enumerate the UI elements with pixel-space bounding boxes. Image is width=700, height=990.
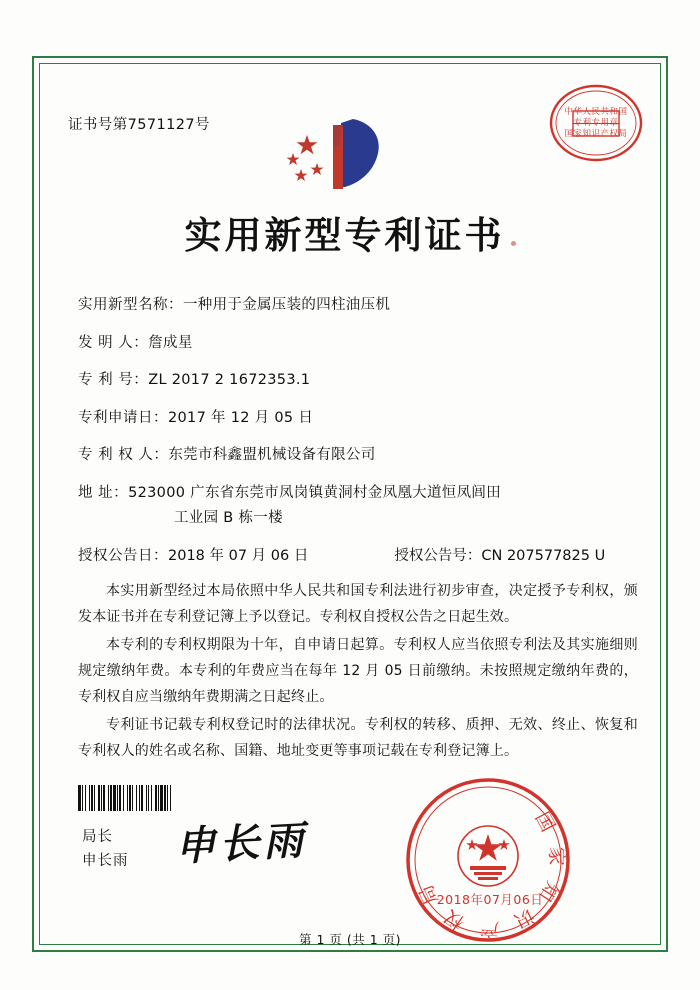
field-row-patent-number	[78, 370, 638, 390]
official-round-seal-icon	[404, 776, 572, 944]
grant-date-label: 授权公告日：	[78, 547, 168, 564]
page-footer: 第 1 页 (共 1 页)	[298, 932, 402, 947]
svg-text:国家知识产权局: 国家知识产权局	[409, 808, 568, 941]
barcode	[78, 785, 268, 811]
stamp-duty-seal-icon	[548, 83, 644, 163]
address-line-2: 工业园 B 栋一楼	[174, 510, 283, 526]
field-label: 专 利 号：	[78, 372, 149, 388]
field-row-application-date	[78, 408, 638, 428]
field-label: 实用新型名称：	[78, 297, 183, 313]
director-title-label: 局长	[82, 829, 113, 845]
legal-text	[78, 578, 638, 766]
field-label: 专利申请日：	[78, 409, 168, 426]
seal-date: 2018年07月06日	[436, 892, 544, 907]
signature-labels	[82, 825, 129, 873]
grant-no-value: CN 207577825 U	[481, 547, 606, 564]
field-value: 2017 年 12 月 05 日	[168, 409, 314, 426]
field-row-grant	[78, 546, 638, 566]
field-label: 专 利 权 人：	[78, 447, 169, 463]
field-row-patentee	[78, 445, 638, 465]
field-list	[78, 295, 638, 583]
director-name-label: 申长雨	[82, 853, 129, 869]
field-value: 东莞市科鑫盟机械设备有限公司	[168, 447, 376, 463]
field-value: 詹成星	[148, 334, 193, 351]
seal-top-line1: 中华人民共和国	[564, 106, 628, 117]
legal-paragraph-1: 本实用新型经过本局依照中华人民共和国专利法进行初步审查，决定授予专利权，颁发本证书并在专利登记簿上予以登记。专利权自授权公告之日起生效。	[78, 583, 638, 625]
field-value: 一种用于金属压装的四柱油压机	[183, 297, 391, 313]
grant-no-label: 授权公告号：	[394, 547, 482, 564]
certificate-number: 证书号第7571127号	[68, 117, 210, 133]
seal-top-line3: 专利专用章	[573, 117, 619, 128]
field-value: 523000 广东省东莞市凤岗镇黄洞村金凤凰大道恒凤闾田	[128, 484, 501, 501]
field-row-utility-model-name	[78, 295, 638, 315]
handwritten-signature: 申长雨	[174, 816, 309, 871]
field-row-inventor	[78, 333, 638, 353]
title-dot-icon	[511, 241, 516, 246]
field-label: 地 址：	[78, 484, 129, 501]
field-value: ZL 2017 2 1672353.1	[148, 372, 311, 388]
field-row-address	[78, 483, 638, 503]
seal-top-line2: 国家知识产权局	[564, 128, 628, 139]
page-title-text: 实用新型专利证书	[184, 214, 505, 257]
page-title	[0, 205, 700, 259]
patent-office-logo-icon	[281, 113, 399, 193]
grant-date-value: 2018 年 07 月 06 日	[168, 547, 309, 564]
legal-paragraph-3: 专利证书记载专利权登记时的法律状况。专利权的转移、质押、无效、终止、恢复和专利权人的姓名或名称、国籍、地址变更等事项记载在专利登记簿上。	[78, 717, 638, 759]
field-label: 发 明 人：	[78, 334, 149, 351]
legal-paragraph-2: 本专利的专利权期限为十年，自申请日起算。专利权人应当依照专利法及其实施细则规定缴纳年费。本专利的年费应当在每年 12 月 05 日前缴纳。未按照规定缴纳年费的，专利权自应当缴纳年费期满之日起终止。	[78, 637, 638, 705]
